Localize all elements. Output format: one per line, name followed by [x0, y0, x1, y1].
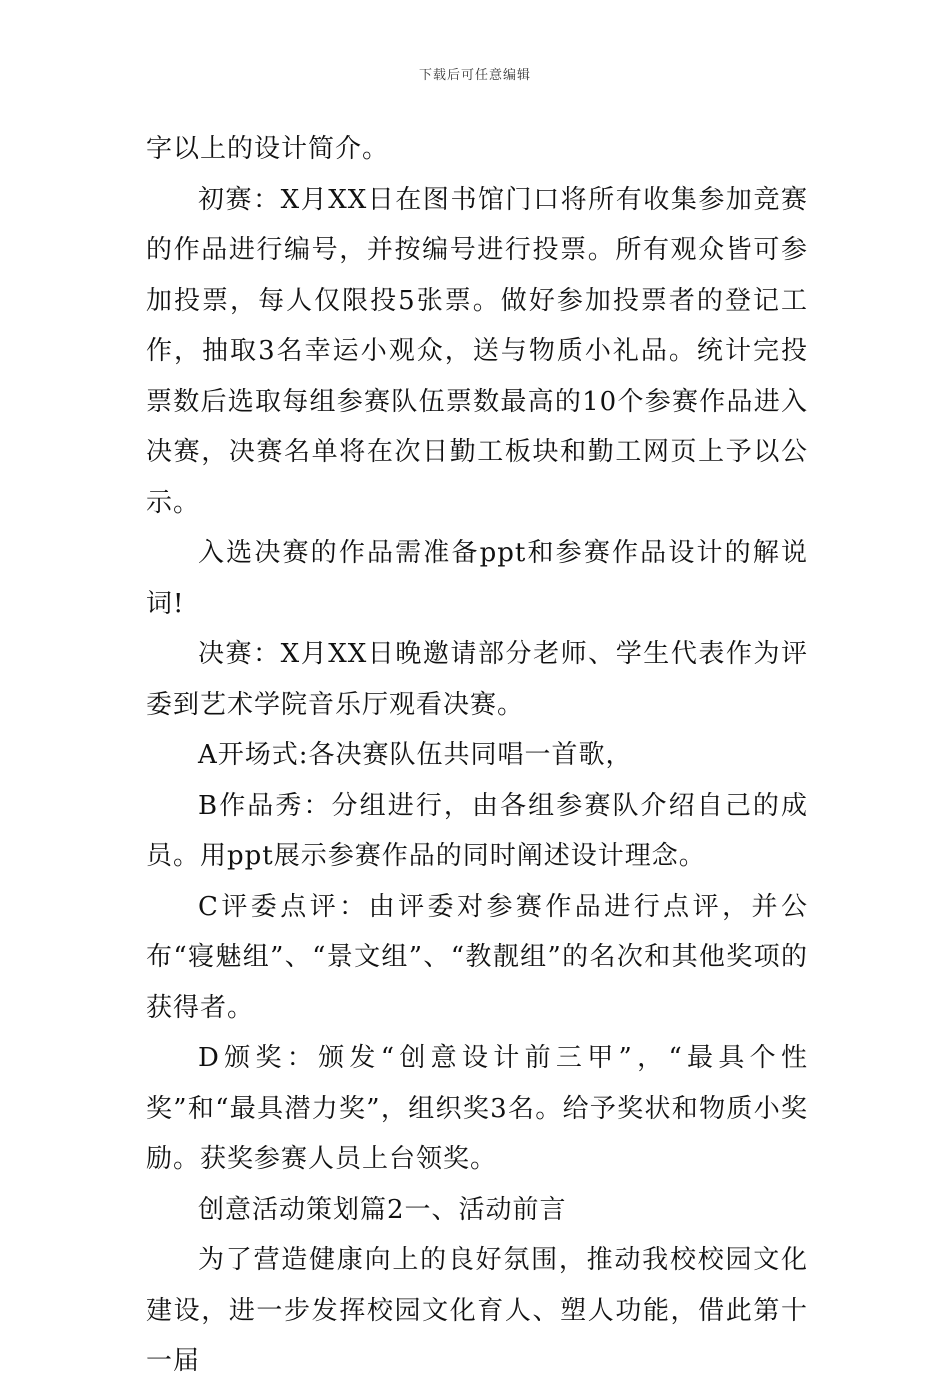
paragraph-opening: A开场式:各决赛队伍共同唱一首歌，: [198, 740, 633, 770]
paragraph: 字以上的设计简介。: [146, 134, 390, 164]
paragraph-awards: D颁奖：颁发“创意设计前三甲”，“最具个性奖”和“最具潜力奖”，组织奖3名。给予奖状和物质小奖励。获奖参赛人员上台领奖。: [146, 1043, 808, 1174]
section-heading: 创意活动策划篇2一、活动前言: [198, 1194, 567, 1225]
page-header: 下载后可任意编辑: [418, 68, 531, 83]
document-body: [146, 124, 808, 1387]
paragraph-final-round: 决赛：X月XX日晚邀请部分老师、学生代表作为评委到艺术学院音乐厅观看决赛。: [146, 639, 808, 720]
paragraph-showcase: B作品秀：分组进行，由各组参赛队介绍自己的成员。用ppt展示参赛作品的同时阐述设计理念。: [146, 790, 808, 871]
paragraph: 为了营造健康向上的良好氛围，推动我校校园文化建设，进一步发挥校园文化育人、塑人功能，借此第十一届: [146, 1245, 808, 1376]
paragraph-preliminary-round: 初赛：X月XX日在图书馆门口将所有收集参加竞赛的作品进行编号，并按编号进行投票。所有观众皆可参加投票，每人仅限投5张票。做好参加投票者的登记工作，抽取3名幸运小观众，送与物质小礼品。统计完投票数后选取每组参赛队伍票数最高的10个参赛作品进入决赛，决赛名单将在次日勤工板块和勤工网页上予以公示。: [146, 184, 808, 518]
paragraph: 入选决赛的作品需准备ppt和参赛作品设计的解说词!: [146, 538, 808, 619]
paragraph-judging: C评委点评：由评委对参赛作品进行点评，并公布“寝魅组”、“景文组”、“教靓组”的名次和其他奖项的获得者。: [146, 891, 808, 1023]
